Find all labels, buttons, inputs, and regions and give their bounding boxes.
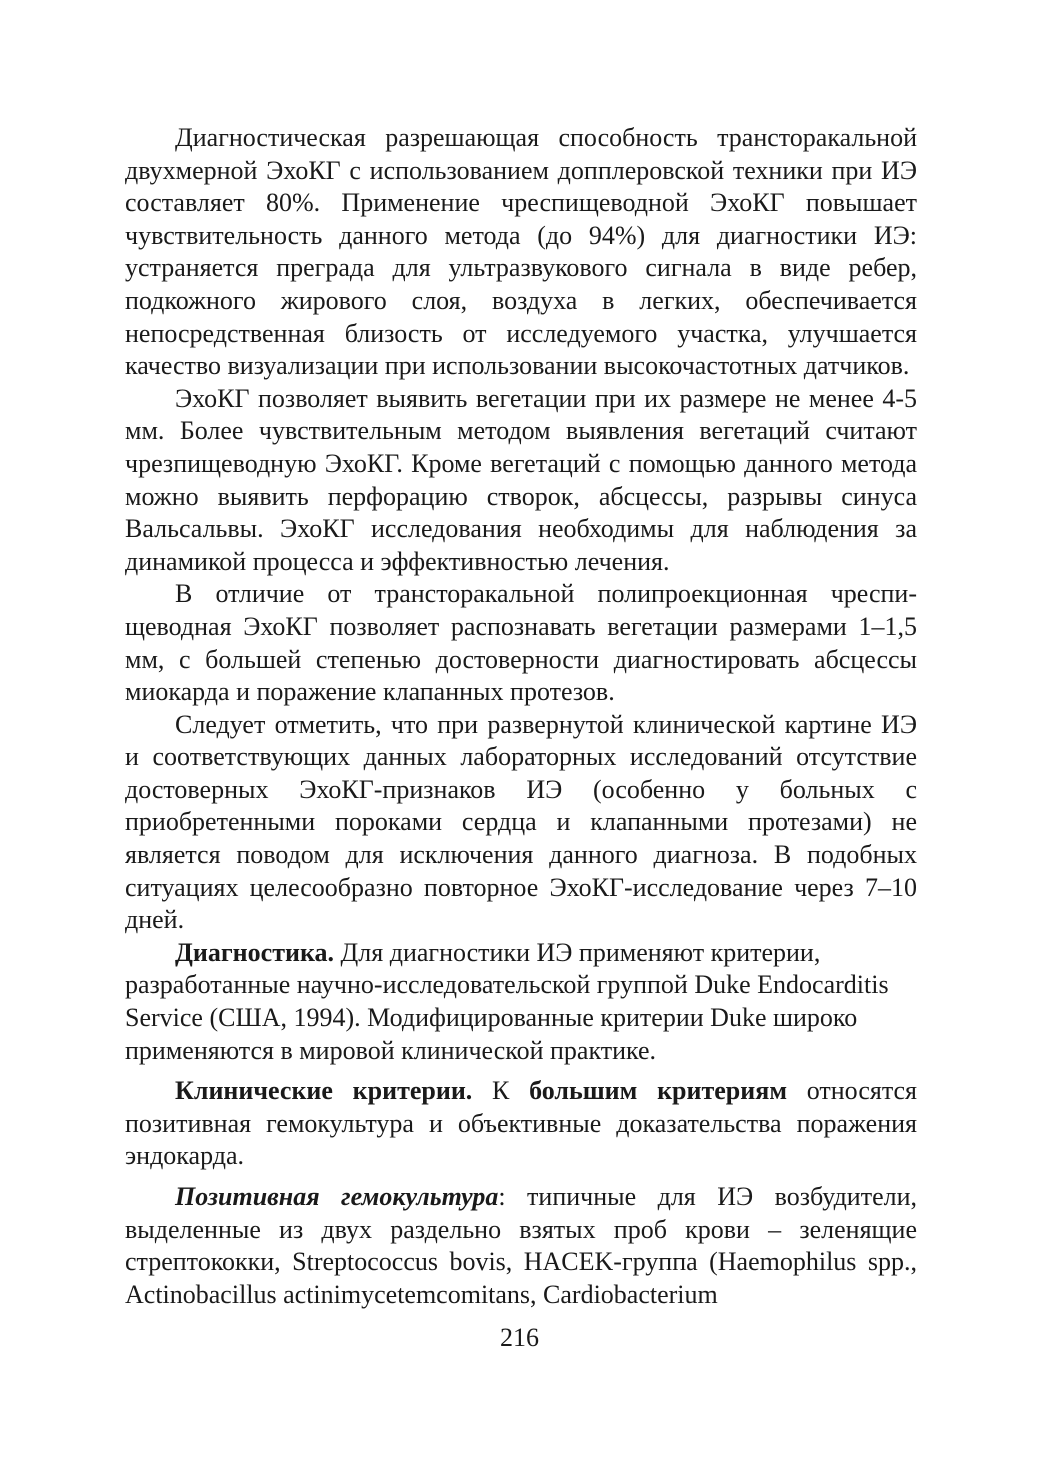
paragraph-clinical-criteria [125,1075,917,1173]
paragraph-transesophageal: В отличие от трансторакальной полипроекционная чреспищеводная ЭхоКГ позволяет распознавать вегетации размерами 1–1,5 мм, с большей степенью достоверности диагностировать абсцессы миокарда и поражение клапанных протезов. [125,579,917,707]
clinical-criteria-text-a: К [472,1076,530,1106]
clinical-criteria-text-b: относятся позитивная гемокультура и объективные доказательства поражения эндокарда. [125,1076,917,1171]
positive-culture-term: Позитивная гемокультура [175,1182,499,1211]
paragraph-echo-vegetations: ЭхоКГ позволяет выявить вегетации при их размере не менее 4-5 мм. Более чувствительным методом выявления вегетаций считают чрезпищеводную ЭхоКГ. Кроме вегетаций с помощью данного метода можно выявить перфорацию створок, абсцессы, разрывы синуса Вальсальвы. ЭхоКГ исследования необходимы для наблюдения за динамикой процесса и эффективностью лечения. [125,383,917,576]
major-criteria-term: большим критериям [529,1076,788,1106]
diagnostics-text: Для диагностики ИЭ применяют критерии, разработанные научно-исследовательской группой Duke Endocarditis Service (США, 1994). Модифицированные критерии Duke широко применяются в мировой клинической практике. [125,937,889,1065]
paragraph-echo-resolution: Диагностическая разрешающая способность трансторакальной двухмерной ЭхоКГ с использованием допплеровской техники при ИЭ составляет 80%. Применение чреспищеводной ЭхоКГ повышает чувствительность данного метода (до 94%) для диагностики ИЭ: устраняется преграда для ультразвукового сигнала в виде ребер, подкожного жирового слоя, воздуха в легких, обеспечивается непосредственная близость от исследуемого участка, улучшается качество визуализации при использовании высокочастотных датчиков. [125,123,917,381]
positive-culture-text: : типичные для ИЭ возбудители, выделенные из двух раздельно взятых проб крови – зеленящие стрептококки, Streptococcus bovis, HACEK-группа (Haemophilus spp., Actinobacillus actinimycetemcomitans, Cardiobacterium [125,1182,917,1309]
paragraph-clinical-note: Следует отметить, что при развернутой клинической картине ИЭ и соответствующих данных лабораторных исследований отсутствие достоверных ЭхоКГ-признаков ИЭ (особенно у больных с приобретенными пороками сердца и клапанными протезами) не является поводом для исключения данного диагноза. В подобных ситуациях целесообразно повторное ЭхоКГ-исследование через 7–10 дней. [125,709,917,935]
page-body [125,122,917,1311]
paragraph-positive-culture [125,1181,917,1311]
paragraph-diagnostics [125,937,917,1067]
clinical-criteria-heading: Клинические критерии. [175,1076,473,1106]
page-number: 216 [500,1323,539,1352]
diagnostics-heading: Диагностика. [175,937,335,967]
